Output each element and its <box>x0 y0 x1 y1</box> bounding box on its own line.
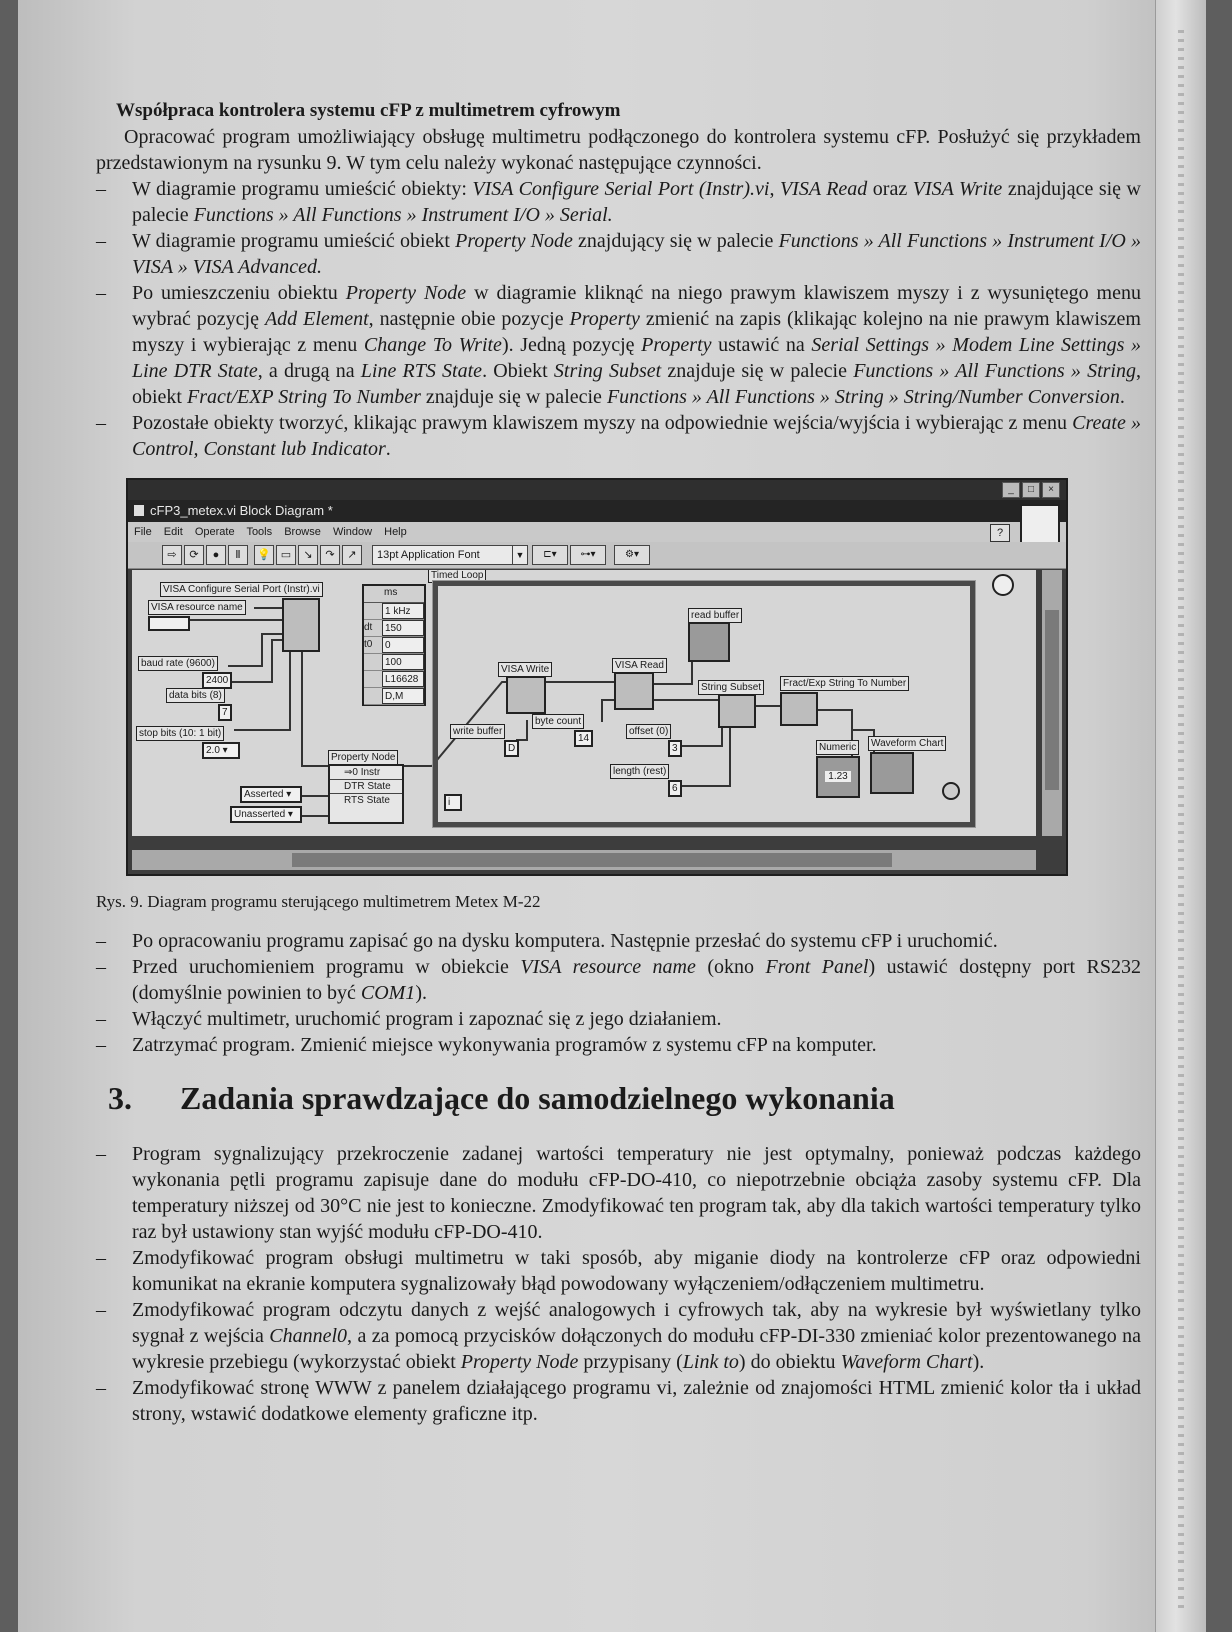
run-continuously-icon[interactable]: ⟳ <box>184 545 204 565</box>
list-item: – Po opracowaniu programu zapisać go na dysku komputera. Następnie przesłać do systemu cFP i uruchomić. <box>96 928 1141 954</box>
binder-holes <box>1178 30 1184 1610</box>
property-node-label: Property Node <box>328 750 398 765</box>
waveform-chart-indicator <box>870 752 914 794</box>
offset-constant[interactable]: 3 <box>668 740 682 757</box>
after-steps-list <box>96 928 1141 1058</box>
menu-help[interactable]: Help <box>384 526 407 538</box>
length-constant[interactable]: 6 <box>668 780 682 797</box>
close-icon[interactable]: × <box>1042 482 1060 498</box>
baud-rate-constant[interactable]: 2400 <box>202 672 232 689</box>
outer-window-bar <box>128 480 1066 500</box>
visa-configure-label: VISA Configure Serial Port (Instr).vi <box>160 582 323 597</box>
run-arrow-icon[interactable]: ⇨ <box>162 545 182 565</box>
horizontal-scrollbar[interactable] <box>132 850 1036 870</box>
list-item: – Po umieszczeniu obiektu Property Node w diagramie kliknąć na niego prawym klawiszem myszy i z wysuniętego menu wybrać pozycję Add Element, następnie obie pozycje Property zmienić na zapis (klikając kolejno na nie prawym klawiszem myszy i wybierając z menu Change To Write). Jedną pozycję Property ustawić na Serial Settings » Modem Line Settings » Line DTR State, a drugą na Line RTS State. Obiekt String Subset znajduje się w palecie Functions » All Functions » String, obiekt Fract/EXP String To Number znajduje się w palecie Functions » All Functions » String » String/Number Conversion. <box>96 280 1141 410</box>
minimize-icon[interactable]: _ <box>1002 482 1020 498</box>
byte-count-constant[interactable]: 14 <box>574 730 593 747</box>
section-heading: Współpraca kontrolera systemu cFP z multimetrem cyfrowym <box>116 100 621 121</box>
step-into-icon[interactable]: ↘ <box>298 545 318 565</box>
menu-bar <box>128 522 1066 542</box>
list-item: – Zmodyfikować stronę WWW z panelem działającego programu vi, zależnie od znajomości HTML zmienić kolor tła i układ strony, wstawić dodatkowe elementy graficzne itp. <box>96 1375 1141 1427</box>
list-item: – W diagramie programu umieścić obiekt Property Node znajdujący się w palecie Functions » All Functions » Instrument I/O » VISA » VISA Advanced. <box>96 228 1141 280</box>
section-title <box>108 1080 1141 1117</box>
string-subset-label: String Subset <box>698 680 764 695</box>
vi-icon <box>1020 504 1060 544</box>
visa-resource-name-label: VISA resource name <box>148 600 246 615</box>
numeric-label: Numeric <box>816 740 859 755</box>
waveform-chart-label: Waveform Chart <box>868 736 946 751</box>
stop-bits-value: 2.0 <box>206 745 220 756</box>
string-subset-node[interactable] <box>718 694 756 728</box>
section-title-text: Zadania sprawdzające do samodzielnego wykonania <box>180 1080 895 1116</box>
timing-row: D,M <box>364 688 424 705</box>
write-buffer-constant[interactable]: D <box>504 740 519 757</box>
menu-edit[interactable]: Edit <box>163 526 183 538</box>
length-label: length (rest) <box>610 764 669 779</box>
menu-browse[interactable]: Browse <box>284 526 321 538</box>
data-bits-label: data bits (8) <box>166 688 225 703</box>
asserted-value: Asserted <box>244 789 284 800</box>
property-instr: Instr <box>360 767 381 778</box>
numeric-value: 1.23 <box>825 771 850 782</box>
fract-exp-label: Fract/Exp String To Number <box>780 676 909 691</box>
align-objects-dropdown[interactable]: ⊏▾ <box>532 545 568 565</box>
step-over-icon[interactable]: ↷ <box>320 545 340 565</box>
steps-list <box>96 176 1141 462</box>
stop-bits-label: stop bits (10: 1 bit) <box>136 726 224 741</box>
numeric-indicator <box>816 756 860 798</box>
menu-window[interactable]: Window <box>332 526 373 538</box>
visa-resource-name-control[interactable] <box>148 616 190 631</box>
offset-label: offset (0) <box>626 724 671 739</box>
pause-icon[interactable]: Ⅱ <box>228 545 248 565</box>
window-title-bar <box>128 500 1066 522</box>
block-diagram <box>132 570 1036 836</box>
vertical-scrollbar[interactable] <box>1042 570 1062 836</box>
visa-read-label: VISA Read <box>612 658 667 673</box>
unasserted-constant[interactable]: Unasserted ▾ <box>230 806 302 823</box>
list-item: – Zmodyfikować program obsługi multimetru w taki sposób, aby miganie diody na kontrolerze cFP oraz odpowiedni komunikat na ekranie komputera sygnalizowały błąd powodowany wyłączeniem/odłączeniem multimetru. <box>96 1245 1141 1297</box>
visa-write-label: VISA Write <box>498 662 552 677</box>
timing-row: 100 <box>364 654 424 671</box>
tasks-list <box>96 1141 1141 1427</box>
data-bits-constant[interactable]: 7 <box>218 704 232 721</box>
window-title: cFP3_metex.vi Block Diagram * <box>150 503 333 518</box>
list-item: – Pozostałe obiekty tworzyć, klikając prawym klawiszem myszy na odpowiednie wejścia/wyjścia i wybierając z menu Create » Control, Constant lub Indicator. <box>96 410 1141 462</box>
list-item: – Włączyć multimetr, uruchomić program i zapoznać się z jego działaniem. <box>96 1006 1141 1032</box>
rts-state-property: RTS State <box>344 795 390 806</box>
timing-unit: ms <box>364 586 424 603</box>
page-edge <box>1155 0 1206 1632</box>
timing-row: dt 150 <box>364 620 424 637</box>
list-item: – Przed uruchomieniem programu w obiekcie VISA resource name (okno Front Panel) ustawić dostępny port RS232 (domyślnie powinien to być COM1). <box>96 954 1141 1006</box>
labview-window <box>126 478 1068 876</box>
asserted-constant[interactable]: Asserted ▾ <box>240 786 302 803</box>
visa-read-node[interactable] <box>614 672 654 710</box>
fract-exp-node[interactable] <box>780 692 818 726</box>
font-selector-value: 13pt Application Font <box>377 549 480 561</box>
timing-rows <box>364 603 424 705</box>
document-content <box>96 100 1141 1427</box>
toolbar <box>128 542 1066 569</box>
list-item: – W diagramie programu umieścić obiekty: VISA Configure Serial Port (Instr).vi, VISA Read oraz VISA Write znajdujące się w palecie Functions » All Functions » Instrument I/O » Serial. <box>96 176 1141 228</box>
write-buffer-label: write buffer <box>450 724 505 739</box>
visa-configure-node[interactable] <box>282 598 320 652</box>
timed-loop-label: Timed Loop <box>428 570 486 583</box>
maximize-icon[interactable]: □ <box>1022 482 1040 498</box>
property-node[interactable]: ⇒0 Instr DTR State RTS State <box>328 764 404 824</box>
list-item: – Program sygnalizujący przekroczenie zadanej wartości temperatury nie jest optymalny, ponieważ podczas każdego wykonania pętli programu zapisuje dane do modułu cFP-DO-410, co niepotrzebnie obciąża zasoby systemu cFP. Dla temperatury niższej od 30°C nie jest to konieczne. Zmodyfikować ten program tak, aby dla takich wartości temperatury tylko raz był ustawiony stan wyjść modułu cFP-DO-410. <box>96 1141 1141 1245</box>
dtr-state-property: DTR State <box>330 780 402 794</box>
read-buffer-label: read buffer <box>688 608 742 623</box>
highlight-icon[interactable]: 💡 <box>254 545 274 565</box>
document-page <box>18 0 1206 1632</box>
window-icon <box>134 505 144 516</box>
menu-tools[interactable]: Tools <box>246 526 273 538</box>
baud-rate-label: baud rate (9600) <box>138 656 218 671</box>
distribute-objects-dropdown[interactable]: ⊶▾ <box>570 545 606 565</box>
menu-file[interactable]: File <box>134 526 152 538</box>
intro-paragraph: Opracować program umożliwiający obsługę multimetru podłączonego do kontrolera systemu cFP. Posłużyć się przykładem przedstawionym na rysunku 9. W tym celu należy wykonać następujące czynności. <box>96 126 1141 174</box>
font-selector[interactable] <box>372 545 528 565</box>
step-out-icon[interactable]: ↗ <box>342 545 362 565</box>
timing-row: L16628 <box>364 671 424 688</box>
visa-write-node[interactable] <box>506 676 546 714</box>
clock-icon <box>992 574 1014 596</box>
unasserted-value: Unasserted <box>234 809 286 820</box>
help-icon[interactable]: ? <box>990 524 1010 542</box>
chevron-down-icon: ▼ <box>512 546 527 564</box>
timing-row: t0 0 <box>364 637 424 654</box>
stop-terminal-icon <box>942 782 960 800</box>
timing-config-node[interactable] <box>362 584 426 706</box>
list-item: – Zatrzymać program. Zmienić miejsce wykonywania programów z systemu cFP na komputer. <box>96 1032 1141 1058</box>
retain-wire-icon[interactable]: ▭ <box>276 545 296 565</box>
read-buffer-indicator <box>688 622 730 662</box>
section-number: 3. <box>108 1080 132 1116</box>
menu-operate[interactable]: Operate <box>194 526 235 538</box>
abort-icon[interactable]: ● <box>206 545 226 565</box>
stop-bits-constant[interactable]: 2.0 ▾ <box>202 742 240 759</box>
figure-caption: Rys. 9. Diagram programu sterującego multimetrem Metex M-22 <box>96 892 541 911</box>
list-item: – Zmodyfikować program odczytu danych z wejść analogowych i cyfrowych tak, aby na wykresie był wyświetlany tylko sygnał z wejścia Channel0, a za pomocą przycisków dołączonych do modułu cFP-DI-330 zmieniać kolor prezentowanego na wykresie przebiegu (wykorzystać obiekt Property Node przypisany (Link to) do obiektu Waveform Chart). <box>96 1297 1141 1375</box>
loop-iteration-terminal: i <box>444 794 462 811</box>
reorder-dropdown[interactable]: ⚙▾ <box>614 545 650 565</box>
byte-count-label: byte count <box>532 714 584 729</box>
timing-row: 1 kHz <box>364 603 424 620</box>
